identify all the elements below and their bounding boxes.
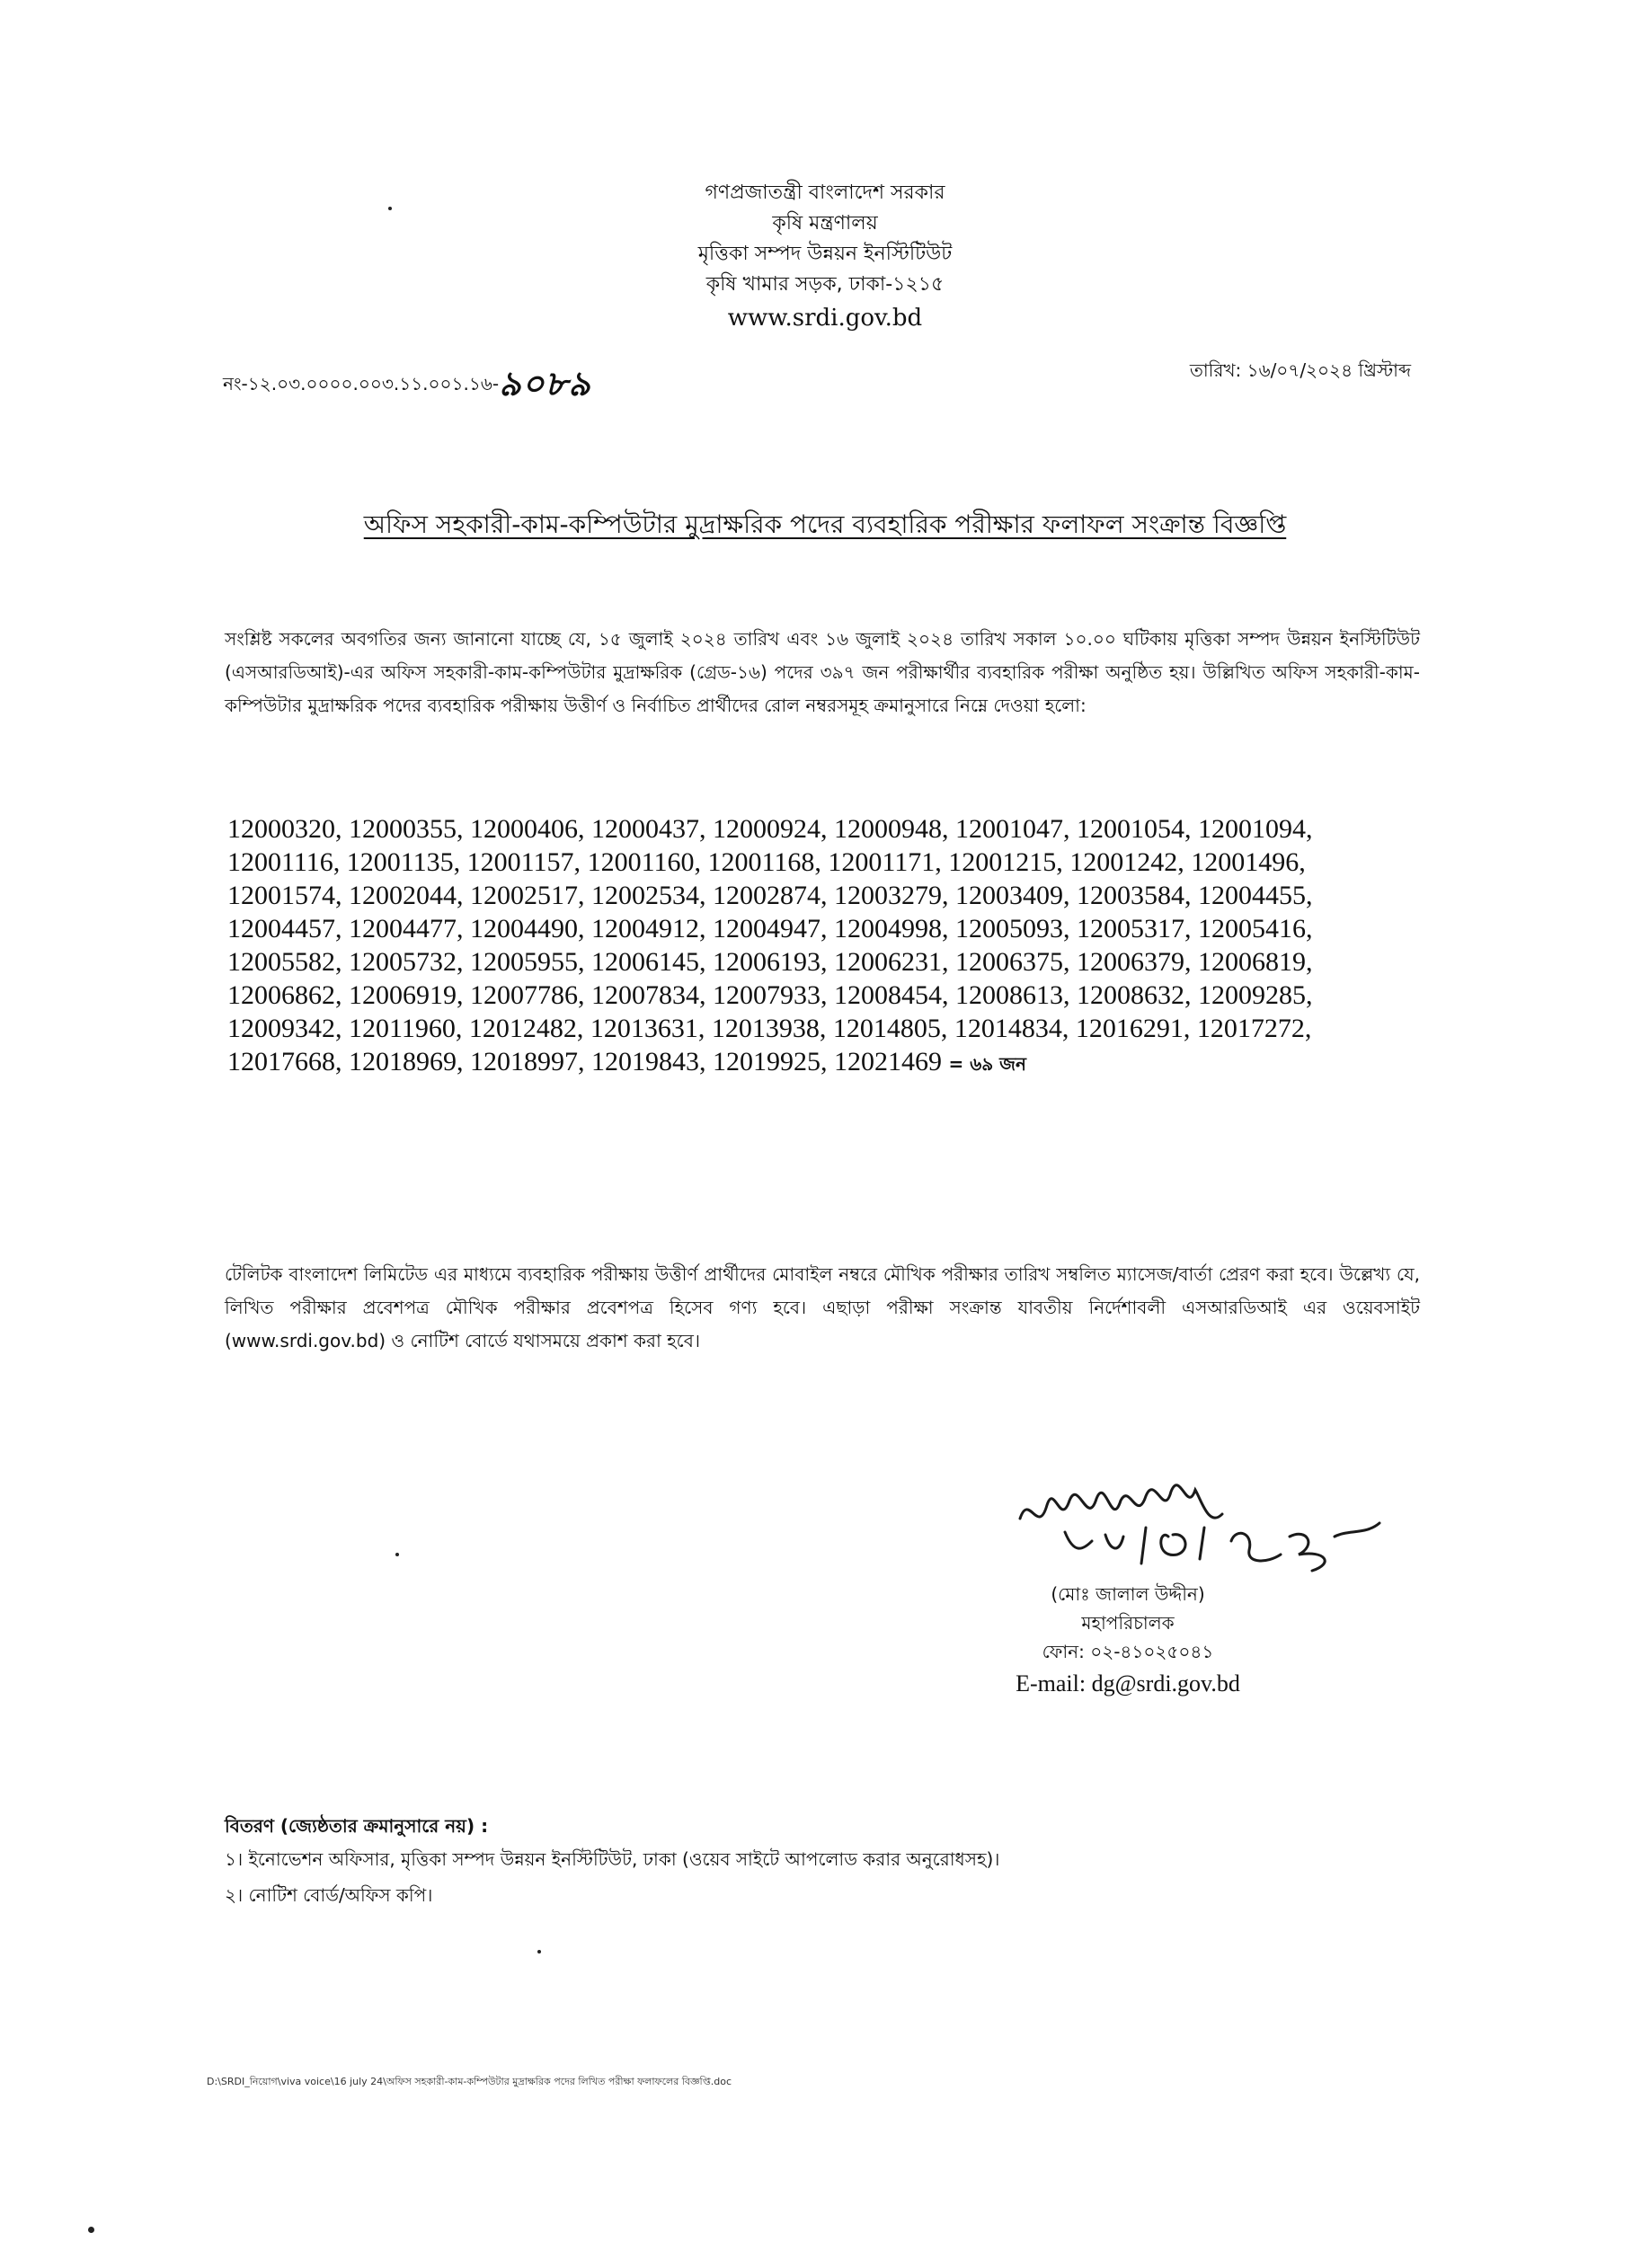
signatory-phone: ফোন: ০২-৪১০২৫০৪১ bbox=[1042, 1641, 1214, 1662]
roll-number: 12004490, bbox=[470, 914, 585, 944]
intro-paragraph: সংশ্লিষ্ট সকলের অবগতির জন্য জানানো যাচ্ছে যে, ১৫ জুলাই ২০২৪ তারিখ এবং ১৬ জুলাই ২০২৪ তারিখ সকাল ১০.০০ ঘটিকায় মৃত্তিকা সম্পদ উন্নয়ন ইনস্টিটিউট (এসআরডিআই)-এর অফিস সহকারী-কাম-কম্পিউটার মুদ্রাক্ষরিক (গ্রেড-১৬) পদের ৩৯৭ জন পরীক্ষার্থীর ব্যবহারিক পরীক্ষা অনুষ্ঠিত হয়। উল্লিখিত অফিস সহকারী-কাম-কম্পিউটার মুদ্রাক্ষরিক পদের ব্যবহারিক পরীক্ষায় উত্তীর্ণ ও নির্বাচিত প্রার্থীদের রোল নম্বরসমূহ ক্রমানুসারে নিম্নে দেওয়া হলো: bbox=[225, 628, 1420, 716]
letterhead-website: www.srdi.gov.bd bbox=[727, 305, 923, 332]
roll-number: 12001116, bbox=[227, 847, 341, 877]
signatory-designation: মহাপরিচালক bbox=[1081, 1612, 1175, 1634]
letterhead-institute: মৃত্তিকা সম্পদ উন্নয়ন ইনস্টিটিউট bbox=[697, 243, 953, 265]
letterhead-government: গণপ্রজাতন্ত্রী বাংলাদেশ সরকার bbox=[705, 182, 945, 204]
roll-number: 12008454, bbox=[834, 980, 949, 1010]
memo-number-prefix: নং-১২.০৩.০০০০.০০৩.১১.০০১.১৬- bbox=[223, 373, 500, 394]
roll-number: 12008632, bbox=[1077, 980, 1192, 1010]
roll-number: 12002044, bbox=[349, 881, 464, 910]
roll-number: 12019925, bbox=[713, 1047, 828, 1076]
roll-number: 12001094, bbox=[1198, 814, 1313, 844]
roll-number: 12017272, bbox=[1196, 1014, 1312, 1043]
signatory-email: E-mail: dg@srdi.gov.bd bbox=[1016, 1670, 1240, 1697]
distribution-item: ১। ইনোভেশন অফিসার, মৃত্তিকা সম্পদ উন্নয়ন ইনস্টিটিউট, ঢাকা (ওয়েব সাইটে আপলোড করার অনুরোধসহ)। bbox=[225, 1848, 1000, 1870]
sms-notice-paragraph: টেলিটক বাংলাদেশ লিমিটেড এর মাধ্যমে ব্যবহারিক পরীক্ষায় উত্তীর্ণ প্রার্থীদের মোবাইল নম্বরে মৌখিক পরীক্ষার তারিখ সম্বলিত ম্যাসেজ/বার্তা প্রেরণ করা হবে। উল্লেখ্য যে, লিখিত পরীক্ষার প্রবেশপত্র মৌখিক পরীক্ষার প্রবেশপত্র হিসেব গণ্য হবে। এছাড়া পরীক্ষা সংক্রান্ত যাবতীয় নির্দেশাবলী এসআরডিআই এর ওয়েবসাইট (www.srdi.gov.bd) ও নোটিশ বোর্ডে যথাসময়ে প্রকাশ করা হবে। bbox=[225, 1263, 1420, 1351]
roll-number: 12001171, bbox=[828, 847, 942, 877]
roll-number: 12005093, bbox=[955, 914, 1070, 944]
roll-number: 12006145, bbox=[591, 947, 706, 977]
roll-number: 12016291, bbox=[1075, 1014, 1191, 1043]
scan-speck bbox=[88, 2227, 94, 2233]
memo-number bbox=[223, 358, 591, 415]
notice-title: অফিস সহকারী-কাম-কম্পিউটার মুদ্রাক্ষরিক পদের ব্যবহারিক পরীক্ষার ফলাফল সংক্রান্ত বিজ্ঞপ্তি bbox=[363, 509, 1287, 539]
scan-speck bbox=[388, 207, 392, 210]
roll-number: 12006379, bbox=[1077, 947, 1192, 977]
roll-number: 12000924, bbox=[713, 814, 828, 844]
roll-number: 12018969, bbox=[349, 1047, 464, 1076]
roll-number: 12004947, bbox=[713, 914, 828, 944]
roll-number: 12006862, bbox=[227, 980, 342, 1010]
roll-number: 12003584, bbox=[1077, 881, 1192, 910]
roll-number: 12000437, bbox=[591, 814, 706, 844]
roll-number: 12006193, bbox=[713, 947, 828, 977]
footer-file-path: D:\SRDI_নিয়োগ\viva voice\16 july 24\অফিস সহকারী-কাম-কম্পিউটার মুদ্রাক্ষরিক পদের লিখিত পরীক্ষা ফলাফলের বিজ্ঞপ্তি.doc bbox=[207, 2076, 732, 2087]
signatory-name: (মোঃ জালাল উদ্দীন) bbox=[1051, 1583, 1205, 1605]
memo-date: তারিখ: ১৬/০৭/২০২৪ খ্রিস্টাব্দ bbox=[1189, 359, 1411, 381]
roll-number-items bbox=[227, 814, 1313, 1076]
roll-number: 12004912, bbox=[591, 914, 706, 944]
roll-number: 12007933, bbox=[713, 980, 828, 1010]
roll-number: 12007786, bbox=[470, 980, 585, 1010]
roll-number: 12009285, bbox=[1198, 980, 1313, 1010]
roll-number: 12021469 bbox=[834, 1047, 942, 1076]
scan-speck bbox=[395, 1553, 399, 1556]
roll-number-list bbox=[227, 812, 1423, 1081]
roll-number: 12017668, bbox=[227, 1047, 342, 1076]
roll-number: 12014834, bbox=[954, 1014, 1069, 1043]
roll-number: 12000406, bbox=[470, 814, 585, 844]
roll-number: 12018997, bbox=[470, 1047, 585, 1076]
roll-number: 12011960, bbox=[349, 1014, 463, 1043]
roll-number: 12008613, bbox=[955, 980, 1070, 1010]
roll-number: 12004457, bbox=[227, 914, 342, 944]
roll-number: 12001496, bbox=[1191, 847, 1306, 877]
roll-number: 12014805, bbox=[832, 1014, 948, 1043]
roll-number: 12001054, bbox=[1077, 814, 1192, 844]
roll-number: 12001160, bbox=[587, 847, 701, 877]
letterhead bbox=[0, 178, 1650, 336]
roll-number: 12001574, bbox=[227, 881, 342, 910]
roll-total: = ৬৯ জন bbox=[948, 1053, 1026, 1075]
roll-number: 12002874, bbox=[713, 881, 828, 910]
roll-number: 12005317, bbox=[1077, 914, 1192, 944]
roll-number: 12006231, bbox=[834, 947, 949, 977]
roll-number: 12003279, bbox=[834, 881, 949, 910]
signatory-block bbox=[975, 1580, 1281, 1702]
roll-number: 12001168, bbox=[707, 847, 821, 877]
roll-number: 12005416, bbox=[1198, 914, 1313, 944]
memo-number-handwritten: ৯০৮৯ bbox=[499, 364, 591, 403]
roll-number: 12009342, bbox=[227, 1014, 342, 1043]
scan-speck bbox=[537, 1950, 541, 1953]
roll-number: 12001135, bbox=[346, 847, 461, 877]
roll-number: 12000948, bbox=[834, 814, 949, 844]
roll-number: 12003409, bbox=[955, 881, 1070, 910]
roll-number: 12019843, bbox=[591, 1047, 706, 1076]
roll-number: 12001047, bbox=[955, 814, 1070, 844]
roll-number: 12012482, bbox=[468, 1014, 584, 1043]
roll-number: 12005732, bbox=[349, 947, 464, 977]
distribution-item: ২। নোটিশ বোর্ড/অফিস কপি। bbox=[225, 1884, 433, 1906]
roll-number: 12000320, bbox=[227, 814, 342, 844]
roll-number: 12001215, bbox=[948, 847, 1063, 877]
roll-number: 12006819, bbox=[1198, 947, 1313, 977]
roll-number: 12006919, bbox=[349, 980, 464, 1010]
roll-number: 12000355, bbox=[349, 814, 464, 844]
roll-number: 12005582, bbox=[227, 947, 342, 977]
roll-number: 12004455, bbox=[1198, 881, 1313, 910]
roll-number: 12002517, bbox=[470, 881, 585, 910]
roll-number: 12002534, bbox=[591, 881, 706, 910]
letterhead-address: কৃষি খামার সড়ক, ঢাকা-১২১৫ bbox=[705, 273, 945, 296]
roll-number: 12006375, bbox=[955, 947, 1070, 977]
roll-number: 12013938, bbox=[711, 1014, 827, 1043]
roll-number: 12007834, bbox=[591, 980, 706, 1010]
roll-number: 12004998, bbox=[834, 914, 949, 944]
roll-number: 12001157, bbox=[466, 847, 581, 877]
letterhead-ministry: কৃষি মন্ত্রণালয় bbox=[772, 212, 878, 235]
roll-number: 12001242, bbox=[1069, 847, 1184, 877]
roll-number: 12013631, bbox=[590, 1014, 705, 1043]
roll-number: 12004477, bbox=[349, 914, 464, 944]
roll-number: 12005955, bbox=[470, 947, 585, 977]
distribution-heading: বিতরণ (জ্যেষ্ঠতার ক্রমানুসারে নয়) : bbox=[225, 1815, 489, 1837]
